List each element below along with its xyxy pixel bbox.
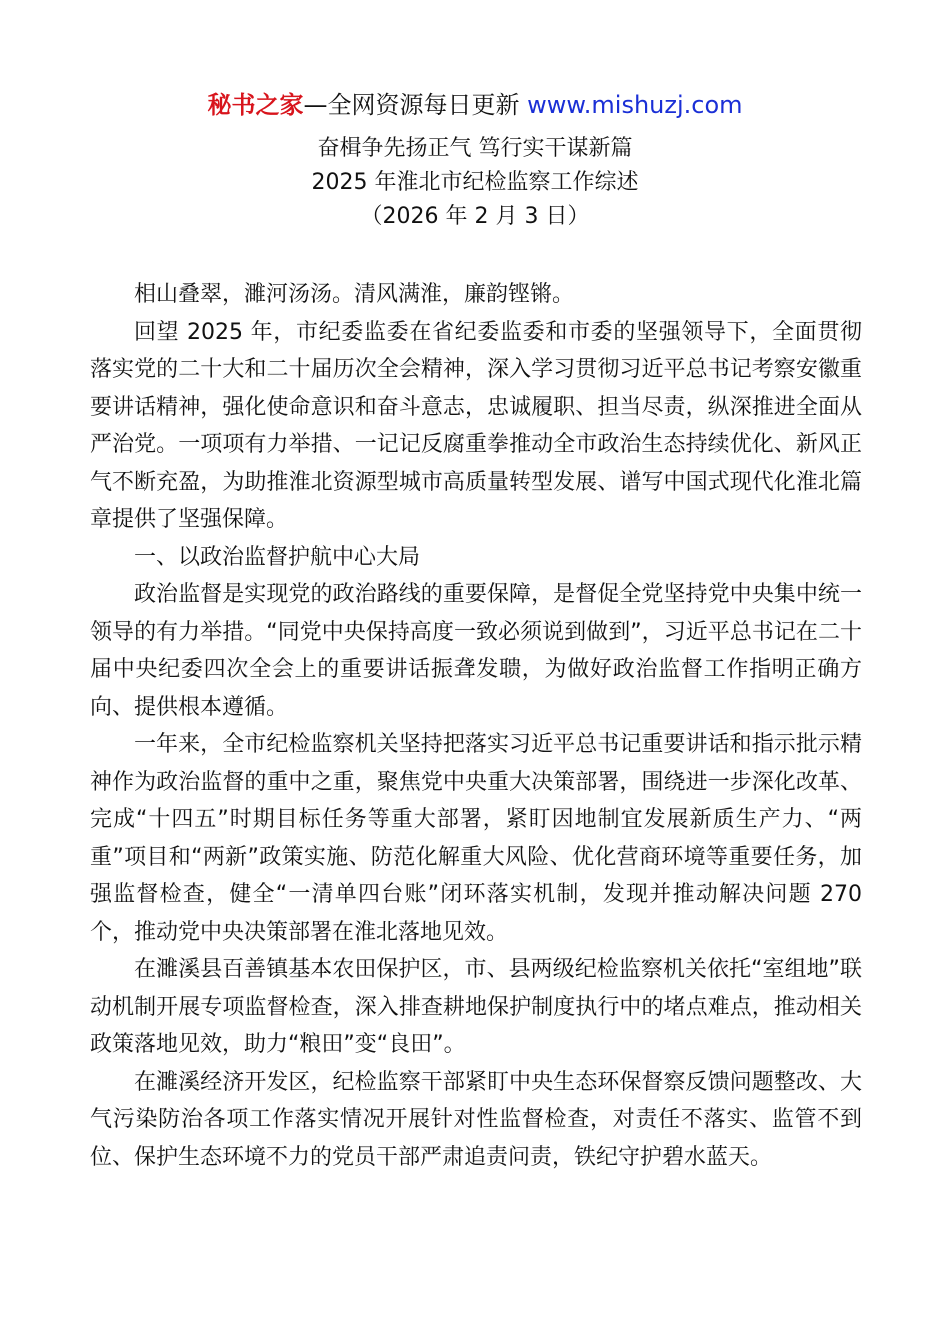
paragraph: 在濉溪县百善镇基本农田保护区，市、县两级纪检监察机关依托“室组地”联动机制开展专项监督检查，深入排查耕地保护制度执行中的堵点难点，推动相关政策落地见效，助力“粮田”变“良田”。: [90, 957, 862, 1057]
section-heading: 一、以政治监督护航中心大局: [134, 544, 421, 570]
paragraph: 相山叠翠，濉河汤汤。清风满淮，廉韵铿锵。: [134, 282, 575, 307]
paragraph: 一年来，全市纪检监察机关坚持把落实习近平总书记重要讲话和指示批示精神作为政治监督的重中之重，聚焦党中央重大决策部署，围绕进一步深化改革、完成“十四五”时期目标任务等重大部署，紧盯因地制宜发展新质生产力、“两重”项目和“两新”政策实施、防范化解重大风险、优化营商环境等重要任务，加强监督检查，健全“一清单四台账”闭环落实机制，发现并推动解决问题 270 个，推动党中央决策部署在淮北落地见效。: [90, 732, 862, 945]
document-title: 奋楫争先扬正气 笃行实干谋新篇: [317, 136, 633, 161]
document-title-block: [0, 132, 950, 234]
document-subtitle: 2025 年淮北市纪检监察工作综述: [311, 170, 639, 195]
header-banner: [0, 90, 950, 120]
document-body: [90, 276, 862, 1176]
banner-tagline: —全网资源每日更新: [303, 91, 528, 119]
paragraph: 政治监督是实现党的政治路线的重要保障，是督促全党坚持党中央集中统一领导的有力举措。“同党中央保持高度一致必须说到做到”，习近平总书记在二十届中央纪委四次全会上的重要讲话振聋发聩，为做好政治监督工作指明正确方向、提供根本遵循。: [90, 582, 862, 720]
paragraph: 在濉溪经济开发区，纪检监察干部紧盯中央生态环保督察反馈问题整改、大气污染防治各项工作落实情况开展针对性监督检查，对责任不落实、监管不到位、保护生态环境不力的党员干部严肃追责问责，铁纪守护碧水蓝天。: [90, 1069, 862, 1170]
document-date: （2026 年 2 月 3 日）: [360, 204, 590, 229]
brand-name: 秘书之家: [207, 91, 304, 119]
website-link[interactable]: www.mishuzj.com: [527, 91, 743, 119]
paragraph: 回望 2025 年，市纪委监委在省纪委监委和市委的坚强领导下，全面贯彻落实党的二十大和二十届历次全会精神，深入学习贯彻习近平总书记考察安徽重要讲话精神，强化使命意识和奋斗意志，忠诚履职、担当尽责，纵深推进全面从严治党。一项项有力举措、一记记反腐重拳推动全市政治生态持续优化、新风正气不断充盈，为助推淮北资源型城市高质量转型发展、谱写中国式现代化淮北篇章提供了坚强保障。: [90, 319, 862, 532]
